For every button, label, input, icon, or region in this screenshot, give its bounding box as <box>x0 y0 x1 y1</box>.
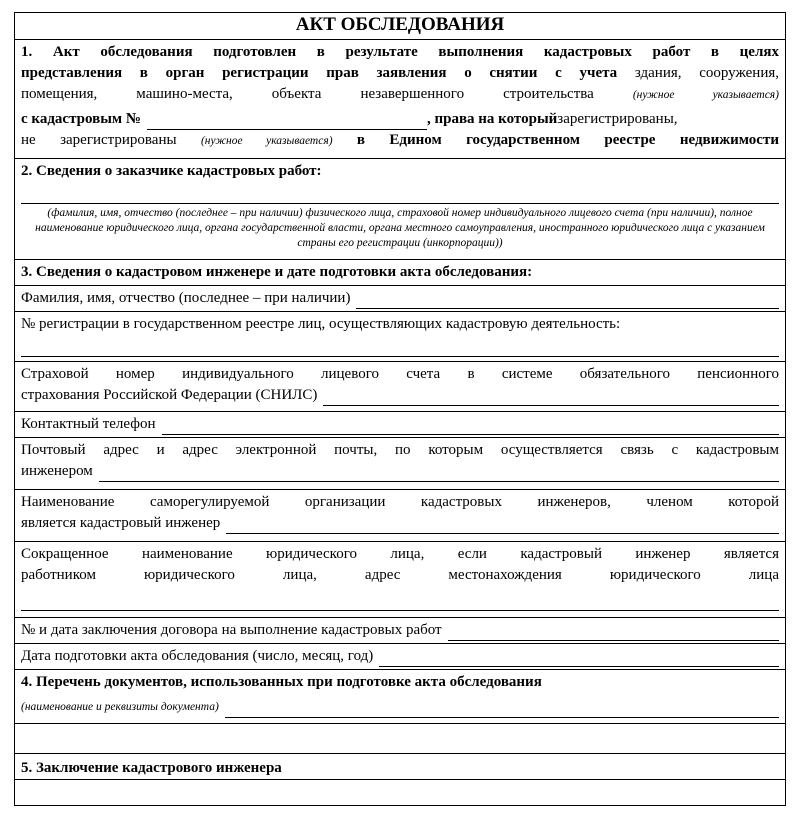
date-field[interactable] <box>379 651 779 667</box>
section-5-header: 5. Заключение кадастрового инженера <box>15 753 785 779</box>
phone-field[interactable] <box>162 419 780 435</box>
legal-entity-field[interactable] <box>21 610 779 611</box>
registration-field[interactable] <box>21 356 779 357</box>
survey-act-form <box>14 12 786 806</box>
conclusion-field[interactable] <box>15 779 785 807</box>
section-3-header: 3. Сведения о кадастровом инженере и дате подготовки акта обследования: <box>15 259 785 285</box>
section-2-header: 2. Сведения о заказчике кадастровых работ: <box>21 163 322 179</box>
section-1 <box>15 39 785 169</box>
contract-row: № и дата заключения договора на выполнение кадастровых работ <box>15 617 785 643</box>
section-1-line-5: не зарегистрированы (нужное указывается) в Едином государственном реестре недвижимости <box>21 132 779 148</box>
postal-address-row: Почтовый адрес и адрес электронной почты, по которым осуществляется связь с кадастровым инженером <box>15 437 785 489</box>
snils-field[interactable] <box>323 390 779 406</box>
postal-address-field[interactable] <box>99 466 779 482</box>
sro-row: Наименование саморегулируемой организации кадастровых инженеров, членом которой является кадастровый инженер <box>15 489 785 541</box>
date-row: Дата подготовки акта обследования (число, месяц, год) <box>15 643 785 669</box>
cadastral-number-field[interactable] <box>147 114 427 130</box>
registration-row: № регистрации в государственном реестре лиц, осуществляющих кадастровую деятельность: <box>15 311 785 361</box>
section-1-line-2: представления в орган регистрации прав заявления о снятии с учета здания, сооружения, <box>21 65 779 81</box>
section-4-header: 4. Перечень документов, использованных при подготовке акта обследования <box>21 674 542 690</box>
section-1-line-1: 1. Акт обследования подготовлен в результате выполнения кадастровых работ в целях <box>21 44 779 60</box>
documents-field[interactable] <box>225 702 779 718</box>
section-4: 4. Перечень документов, использованных при подготовке акта обследования (наименование и реквизиты документа) <box>15 669 785 723</box>
contract-field[interactable] <box>448 625 779 641</box>
section-4-blank-row[interactable] <box>15 723 785 753</box>
form-title: АКТ ОБСЛЕДОВАНИЯ <box>295 14 505 35</box>
sro-field[interactable] <box>226 518 779 534</box>
customer-field[interactable] <box>21 203 779 204</box>
engineer-name-field[interactable] <box>356 293 779 309</box>
section-1-line-4: с кадастровым № , права на который зарегистрированы, <box>21 109 779 130</box>
section-2-note: (фамилия, имя, отчество (последнее – при наличии) физического лица, страховой номер индивидуального лицевого счета (при наличии), полное наименование юридического лица, органа государственной власти, органа местного самоуправления, иностранного юридического лица с указанием страны его регистрации (инкорпорации)) <box>35 207 765 249</box>
snils-row: Страховой номер индивидуального лицевого счета в системе обязательного пенсионного страхования Российской Федерации (СНИЛС) <box>15 361 785 411</box>
engineer-name-row: Фамилия, имя, отчество (последнее – при наличии) <box>15 285 785 311</box>
section-1-line-3: помещения, машино-места, объекта незавершенного строительства (нужное указывается) <box>21 86 779 102</box>
section-2 <box>15 158 785 270</box>
legal-entity-row: Сокращенное наименование юридического лица, если кадастровый инженер является работником юридического лица, адрес местонахождения юридического лица <box>15 541 785 617</box>
phone-row: Контактный телефон <box>15 411 785 437</box>
